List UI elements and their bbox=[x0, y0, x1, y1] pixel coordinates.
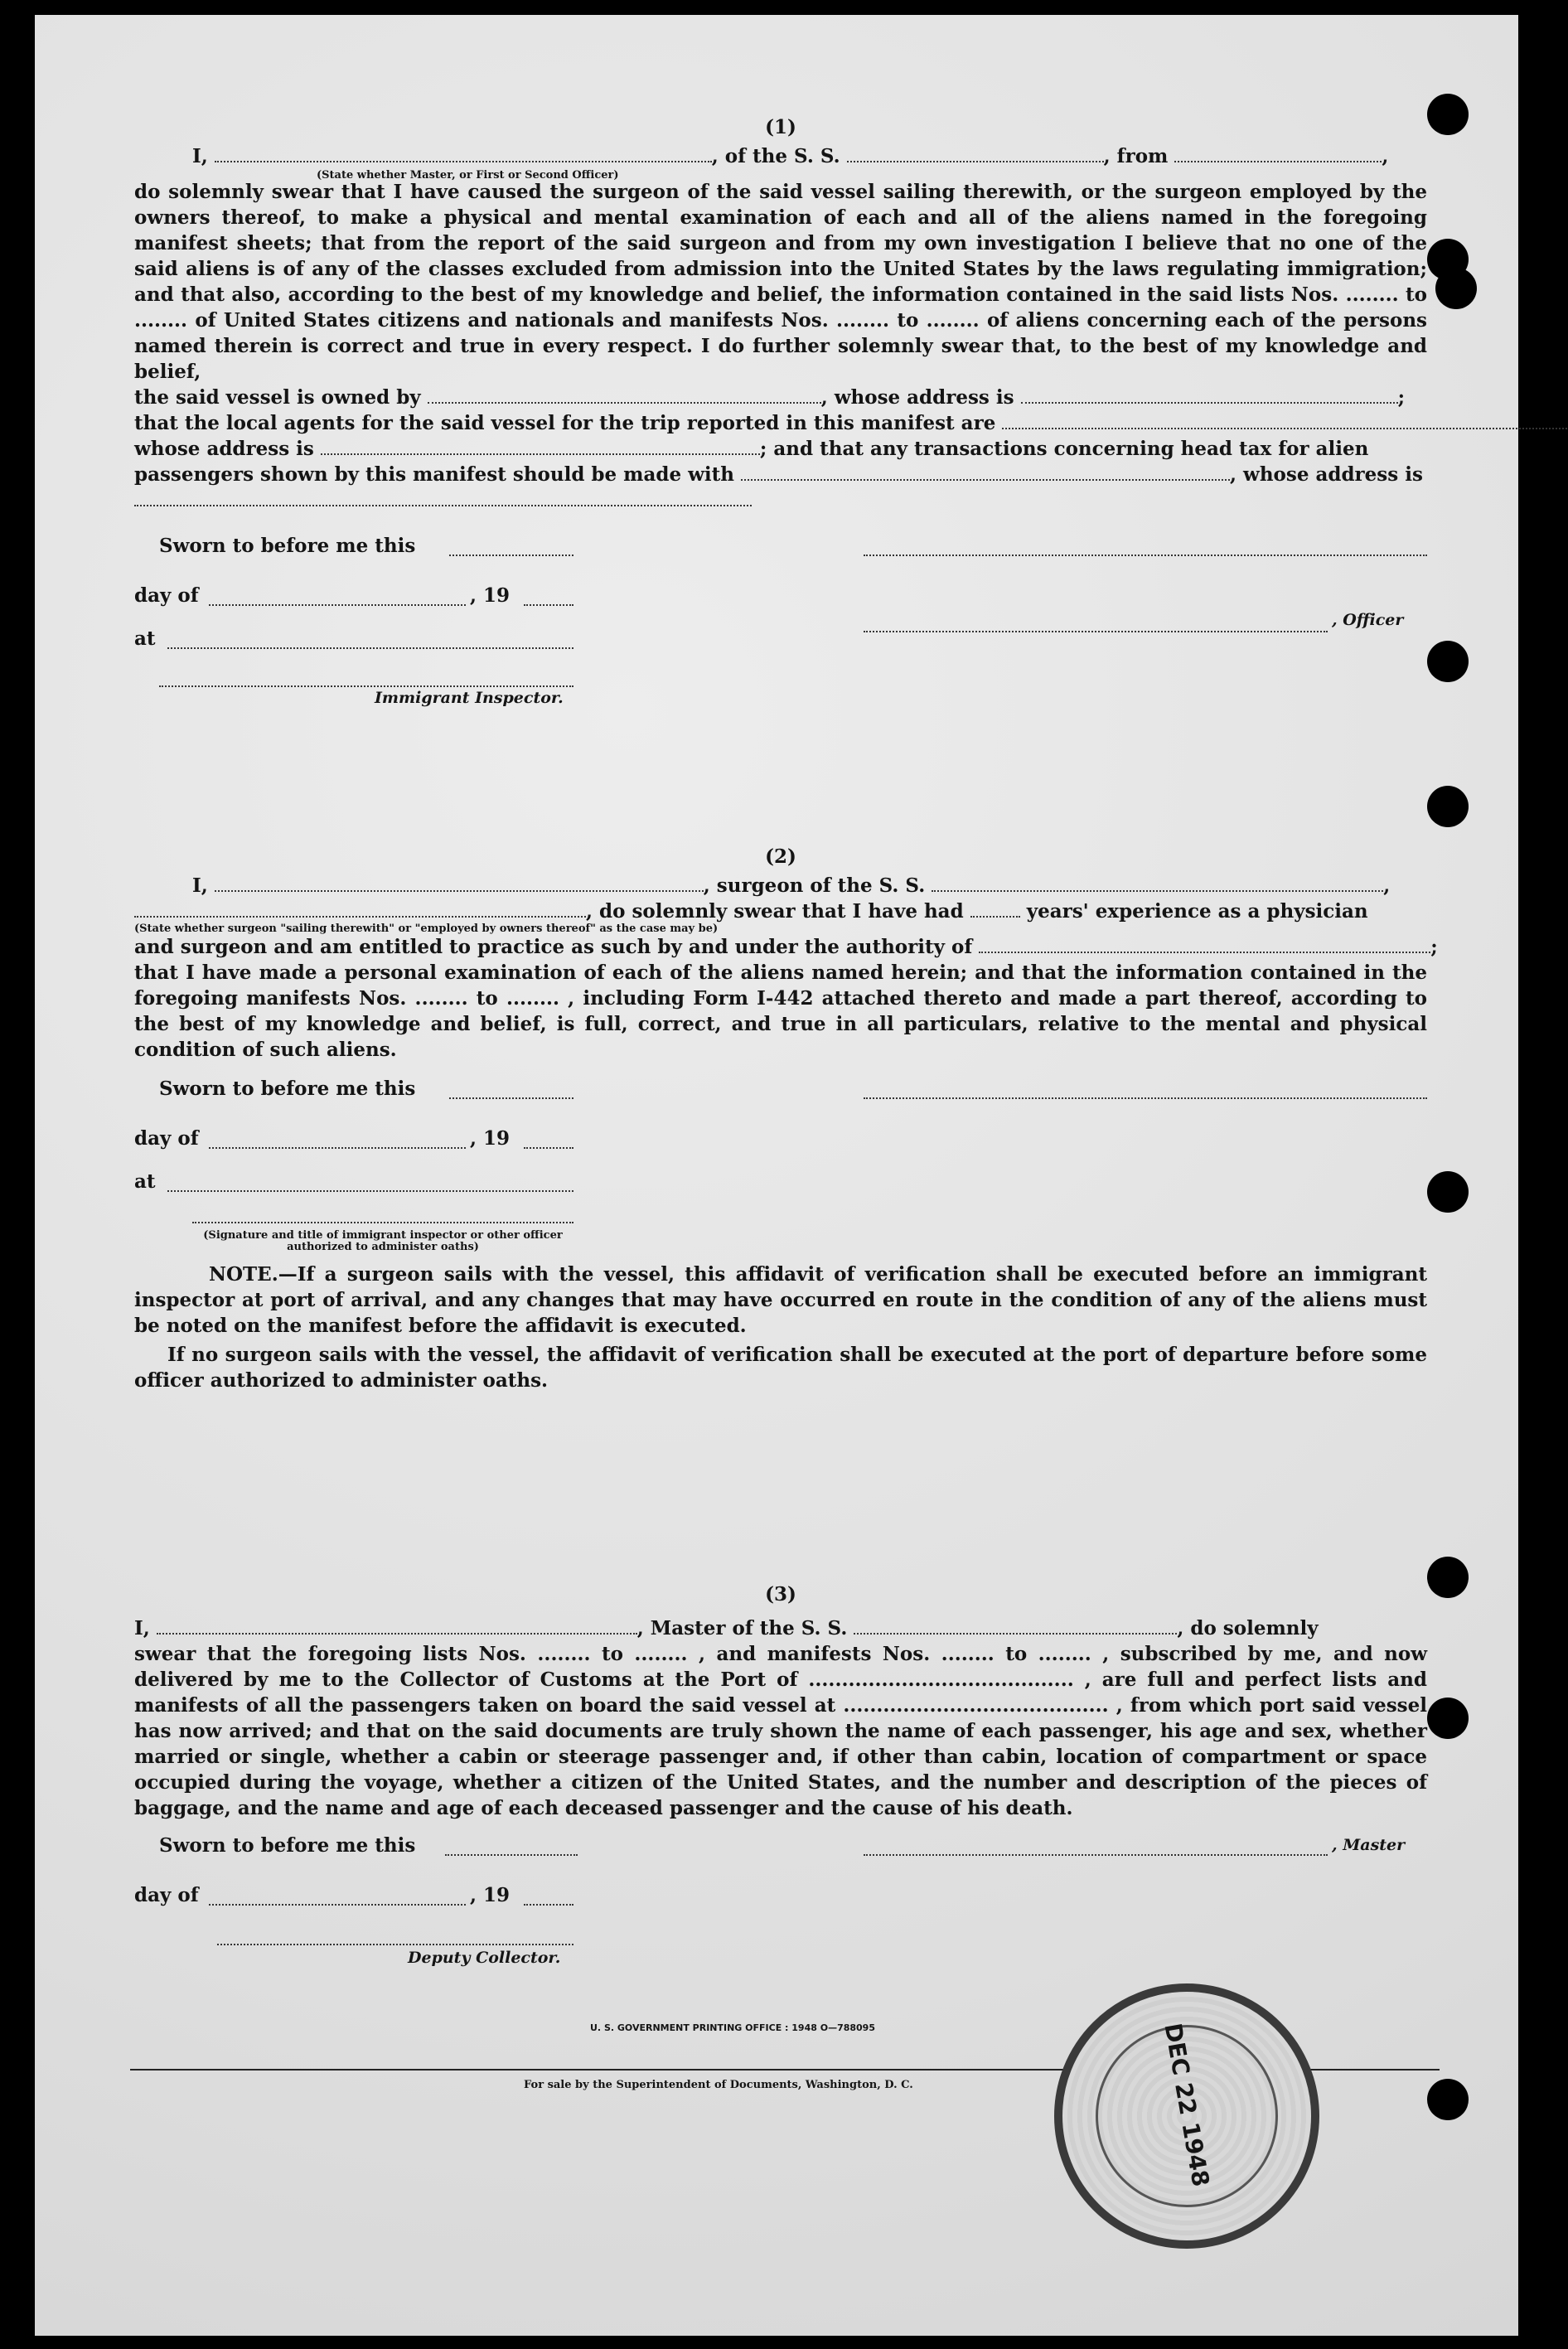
punch-hole bbox=[1427, 1698, 1469, 1739]
officer-title-field[interactable] bbox=[864, 614, 1328, 632]
sworn-day-field[interactable] bbox=[449, 538, 573, 556]
note-paragraph: NOTE.—If a surgeon sails with the vessel, this affidavit of verification shall be executed before an immigrant inspector at port of arrival, and any changes that may have occurred en route in the condition of any of the aliens must be noted on the manifest before the affidavit is executed. bbox=[134, 1263, 1427, 1337]
officer-signature-field[interactable] bbox=[864, 538, 1427, 556]
day-of-label: day of bbox=[134, 1127, 199, 1150]
manifest-page bbox=[35, 15, 1518, 2336]
section-3 bbox=[134, 1581, 1427, 1977]
do-swear-label: , do solemnly swear that I have had bbox=[586, 900, 964, 923]
punch-hole bbox=[1427, 1557, 1469, 1598]
from-label: , from bbox=[1103, 145, 1169, 167]
punch-hole bbox=[1427, 2079, 1469, 2120]
year-field[interactable] bbox=[524, 588, 573, 606]
signature-caption-row bbox=[134, 1212, 1427, 1257]
authority-line bbox=[134, 934, 1438, 960]
authority-field[interactable] bbox=[979, 935, 1430, 953]
sworn-day-field[interactable] bbox=[445, 1838, 578, 1856]
deputy-signature-field[interactable] bbox=[217, 1927, 573, 1945]
day-of-row bbox=[134, 1882, 1427, 1925]
year-label: , 19 bbox=[470, 1127, 511, 1150]
head-tax-line bbox=[134, 462, 1427, 487]
at-field[interactable] bbox=[167, 1174, 573, 1192]
deputy-collector-row bbox=[134, 1934, 1427, 1977]
day-of-field[interactable] bbox=[209, 1887, 466, 1906]
day-of-field[interactable] bbox=[209, 1131, 466, 1149]
years-label: years' experience as a physician bbox=[1026, 900, 1368, 923]
section-number: (3) bbox=[765, 1583, 796, 1606]
section-number: (1) bbox=[765, 116, 796, 138]
deputy-collector-label: Deputy Collector. bbox=[408, 1949, 561, 1967]
year-field[interactable] bbox=[524, 1131, 573, 1149]
sworn-row bbox=[134, 1833, 1427, 1876]
punch-hole bbox=[1427, 94, 1469, 135]
section-1 bbox=[134, 114, 1427, 719]
owner-address-field[interactable] bbox=[1021, 385, 1398, 404]
of-ss-label: , of the S. S. bbox=[711, 145, 840, 167]
semicolon: ; bbox=[1397, 386, 1406, 409]
sworn-row bbox=[134, 1076, 1427, 1119]
head-tax-label: ; and that any transactions concerning head tax for alien bbox=[759, 438, 1369, 460]
owned-by-line bbox=[134, 385, 1427, 410]
sworn-label: Sworn to before me this bbox=[159, 1078, 416, 1100]
surgeon-caption: (State whether surgeon "sailing therewith" or "employed by owners thereof" as the case may be) bbox=[134, 923, 719, 935]
officer-name-field[interactable] bbox=[215, 144, 712, 162]
local-agents-label: that the local agents for the said vessel for the trip reported in this manifest are bbox=[134, 412, 996, 434]
at-label: at bbox=[134, 627, 156, 650]
day-of-label: day of bbox=[134, 1884, 199, 1906]
immigrant-inspector-label: Immigrant Inspector. bbox=[375, 689, 564, 707]
examination-paragraph: that I have made a personal examination of each of the aliens named herein; and that the information contained in the foregoing manifests Nos. ........ to ........ , including Form I-442 attached thereto and made a part thereof, according to the best of my knowledge and belief, is full, correct, and true in all particulars, relative to the mental and physical condition of such aliens. bbox=[134, 961, 1427, 1061]
year-label: , 19 bbox=[470, 1884, 511, 1906]
surgeon-name-field[interactable] bbox=[215, 874, 704, 892]
at-field[interactable] bbox=[167, 631, 573, 649]
officer-label: , Officer bbox=[1332, 611, 1404, 629]
whose-address-label: , whose address is bbox=[820, 386, 1014, 409]
surgeon-signature-field[interactable] bbox=[864, 1081, 1427, 1099]
inspector-signature-field[interactable] bbox=[159, 669, 573, 687]
master-label: , Master bbox=[1332, 1836, 1406, 1854]
sworn-row bbox=[134, 533, 1427, 576]
agents-address-line bbox=[134, 436, 1427, 462]
authority-label: and surgeon and am entitled to practice as such by and under the authority of bbox=[134, 936, 973, 958]
semicolon: ; bbox=[1430, 936, 1438, 958]
comma: , bbox=[1383, 874, 1391, 897]
do-swear-label: , do solemnly bbox=[1177, 1617, 1319, 1639]
year-field[interactable] bbox=[524, 1887, 573, 1906]
vessel-name-field[interactable] bbox=[847, 144, 1104, 162]
master-oath-paragraph: swear that the foregoing lists Nos. ........ to ........ , and manifests Nos. ........ to ........ , subscribed by me, and now delivered by me to the Collector of Customs at the Port of ........................................ , are full and perfect lists and manifests of all the passengers taken on board the said vessel at ........................................ , from which port said vessel has now arrived; and that on the said documents are truly shown the name of each passenger, his age and sex, whether married or single, whether a cabin or steerage passenger and, if other than cabin, location of compartment or space occupied during the voyage, whether a citizen of the United States, and the number and description of the pieces of baggage, and the name and age of each deceased passenger and the cause of his death. bbox=[134, 1643, 1427, 1819]
punch-hole bbox=[1427, 1171, 1469, 1213]
years-field[interactable] bbox=[970, 899, 1020, 918]
naturalization-service-stamp bbox=[1054, 1983, 1319, 2249]
day-of-label: day of bbox=[134, 584, 199, 607]
head-tax-contact-field[interactable] bbox=[741, 463, 1230, 481]
inspector-row bbox=[134, 676, 1427, 719]
stamp-date: DEC 22 1948 bbox=[1159, 2021, 1215, 2189]
section-2 bbox=[134, 844, 1438, 1393]
owned-by-label: the said vessel is owned by bbox=[134, 386, 421, 409]
whose-address-is-label: whose address is bbox=[134, 438, 314, 460]
oath-paragraph: do solemnly swear that I have caused the surgeon of the said vessel sailing therewith, or the surgeon employed by the owners thereof, to make a physical and mental examination of each and all of the aliens named in the foregoing manifest sheets; that from the report of the said surgeon and from my own investigation I believe that no one of the said aliens is of any of the classes excluded from admission into the United States by the laws regulating immigration; and that also, according to the best of my knowledge and belief, the information contained in the said lists Nos. ........ to ........ of United States citizens and nationals and manifests Nos. ........ to ........ of aliens concerning each of the persons named therein is correct and true in every respect. I do further solemnly swear that, to the best of my knowledge and belief, bbox=[134, 181, 1427, 383]
head-tax-address-field[interactable] bbox=[134, 488, 752, 506]
year-label: , 19 bbox=[470, 584, 511, 607]
day-of-row bbox=[134, 1126, 1427, 1169]
master-of-label: , Master of the S. S. bbox=[636, 1617, 848, 1639]
punch-hole bbox=[1435, 268, 1477, 309]
officer-caption: (State whether Master, or First or Second Officer) bbox=[317, 169, 619, 182]
whose-address-label-2: , whose address is bbox=[1230, 463, 1423, 486]
opening: I, bbox=[192, 145, 208, 167]
punch-hole bbox=[1427, 786, 1469, 827]
day-of-field[interactable] bbox=[209, 588, 466, 606]
from-field[interactable] bbox=[1174, 144, 1382, 162]
local-agents-line bbox=[134, 410, 1427, 436]
at-label: at bbox=[134, 1170, 156, 1193]
surgeon-vessel-field[interactable] bbox=[932, 874, 1383, 892]
surgeon-of-label: , surgeon of the S. S. bbox=[703, 874, 926, 897]
signature-caption: (Signature and title of immigrant inspector or other officer authorized to administer oaths) bbox=[203, 1229, 563, 1253]
sworn-label: Sworn to before me this bbox=[159, 535, 416, 557]
sworn-label: Sworn to before me this bbox=[159, 1834, 416, 1857]
officer-line bbox=[134, 143, 1427, 169]
punch-hole bbox=[1427, 641, 1469, 682]
opening: I, bbox=[192, 874, 208, 897]
printing-office-imprint: U. S. GOVERNMENT PRINTING OFFICE : 1948 O—788095 bbox=[590, 2022, 875, 2033]
surgeon-status-field[interactable] bbox=[134, 899, 586, 918]
master-signature-field[interactable] bbox=[864, 1838, 1328, 1856]
master-vessel-field[interactable] bbox=[854, 1616, 1177, 1635]
master-line bbox=[134, 1615, 1427, 1641]
opening: I, bbox=[134, 1617, 150, 1639]
at-officer-row bbox=[134, 611, 1427, 669]
agents-address-field[interactable] bbox=[321, 437, 760, 455]
master-name-field[interactable] bbox=[157, 1616, 637, 1635]
note-paragraph-2: If no surgeon sails with the vessel, the affidavit of verification shall be executed at the port of departure before some officer authorized to administer oaths. bbox=[134, 1344, 1427, 1392]
comma: , bbox=[1382, 145, 1389, 167]
head-tax-address-line bbox=[134, 487, 1427, 513]
inspector-signature-field[interactable] bbox=[192, 1205, 573, 1223]
for-sale-note: For sale by the Superintendent of Documents, Washington, D. C. bbox=[524, 2079, 913, 2091]
owner-field[interactable] bbox=[428, 385, 821, 404]
local-agents-field[interactable] bbox=[1002, 411, 1568, 429]
surgeon-line bbox=[134, 873, 1427, 898]
experience-line bbox=[134, 898, 1427, 924]
sworn-day-field[interactable] bbox=[449, 1081, 573, 1099]
passengers-shown-label: passengers shown by this manifest should be made with bbox=[134, 463, 734, 486]
section-number: (2) bbox=[765, 845, 796, 868]
